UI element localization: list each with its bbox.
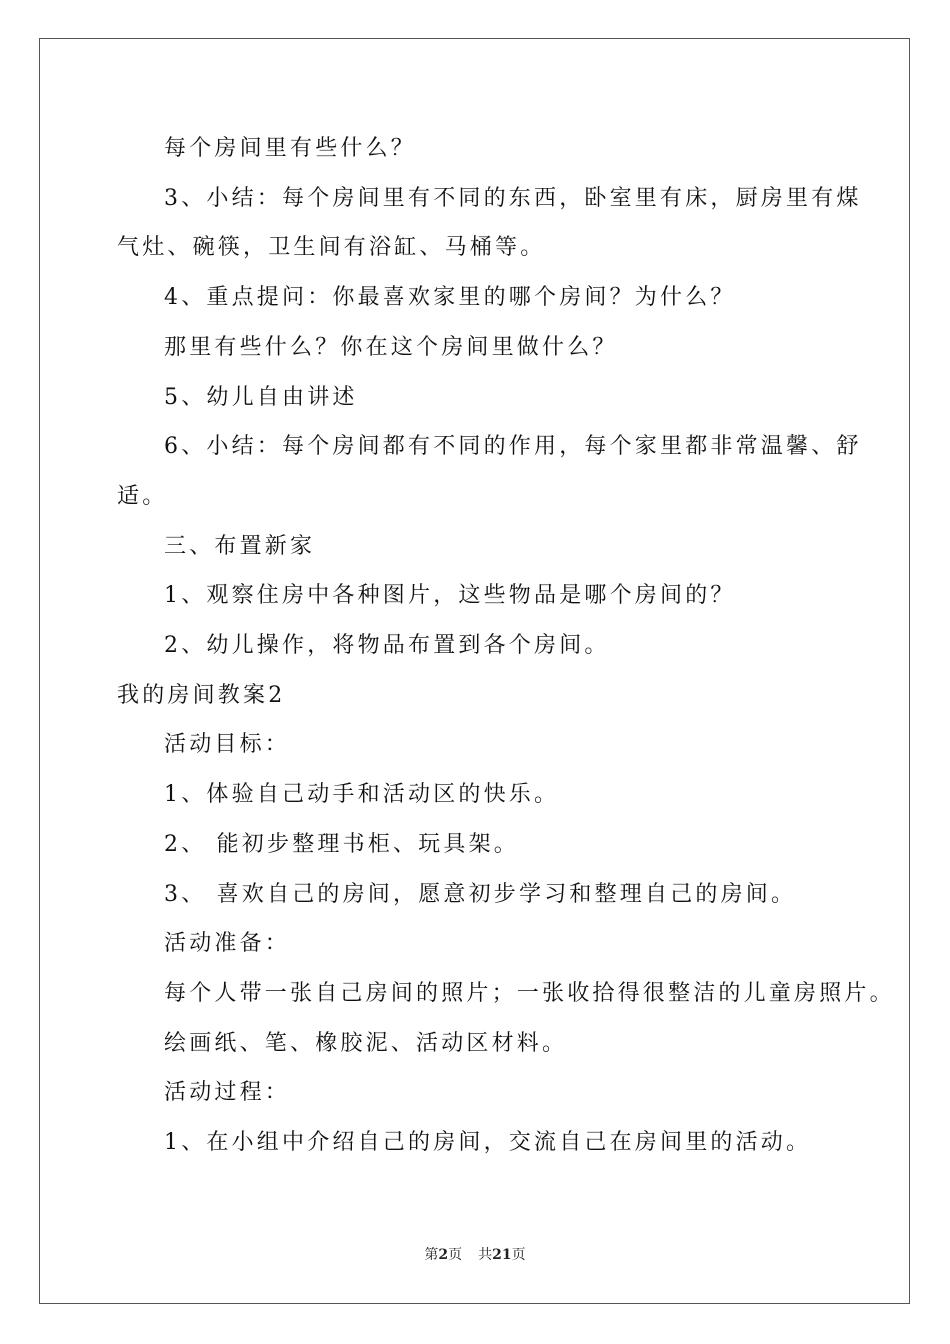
section-heading-goals: 活动目标： <box>164 732 291 758</box>
section-heading-arrange-home: 三、布置新家 <box>164 533 316 559</box>
text-line-21: 1、在小组中介绍自己的房间，交流自己在房间里的活动。 <box>164 1130 812 1156</box>
section-heading-process: 活动过程： <box>164 1080 291 1106</box>
footer-total-pages: 21 <box>492 1247 512 1263</box>
text-line-19: 绘画纸、笔、橡胶泥、活动区材料。 <box>164 1030 568 1056</box>
text-line-18: 每个人带一张自己房间的照片；一张收拾得很整洁的儿童房照片。 <box>164 980 895 1006</box>
text-line-11: 2、幼儿操作，将物品布置到各个房间。 <box>164 633 610 659</box>
lesson-plan-title: 我的房间教案2 <box>117 682 286 708</box>
footer-page-number: 2 <box>438 1247 449 1263</box>
text-line-10: 1、观察住房中各种图片，这些物品是哪个房间的？ <box>164 583 736 609</box>
text-line-5: 那里有些什么？你在这个房间里做什么？ <box>164 334 618 360</box>
footer-total-prefix: 共 <box>478 1247 493 1263</box>
footer-page-suffix: 页 <box>448 1247 463 1263</box>
page-footer <box>0 1245 950 1265</box>
text-line-1: 每个房间里有些什么？ <box>164 136 417 161</box>
footer-page-prefix: 第 <box>424 1247 439 1263</box>
text-line-16: 3、 喜欢自己的房间，愿意初步学习和整理自己的房间。 <box>164 881 797 907</box>
footer-total-suffix: 页 <box>511 1247 526 1263</box>
text-line-6: 5、幼儿自由讲述 <box>164 384 358 410</box>
text-line-15: 2、 能初步整理书柜、玩具架。 <box>164 831 519 857</box>
text-line-8: 适。 <box>117 483 168 509</box>
text-line-7: 6、小结：每个房间都有不同的作用，每个家里都非常温馨、舒 <box>164 434 862 460</box>
section-heading-preparation: 活动准备： <box>164 931 291 957</box>
text-line-4: 4、重点提问：你最喜欢家里的哪个房间？为什么？ <box>164 285 736 311</box>
text-line-14: 1、体验自己动手和活动区的快乐。 <box>164 782 560 808</box>
text-line-3: 气灶、碗筷，卫生间有浴缸、马桶等。 <box>117 235 546 261</box>
text-line-2: 3、小结：每个房间里有不同的东西，卧室里有床，厨房里有煤 <box>164 185 862 211</box>
document-body <box>117 124 895 1168</box>
